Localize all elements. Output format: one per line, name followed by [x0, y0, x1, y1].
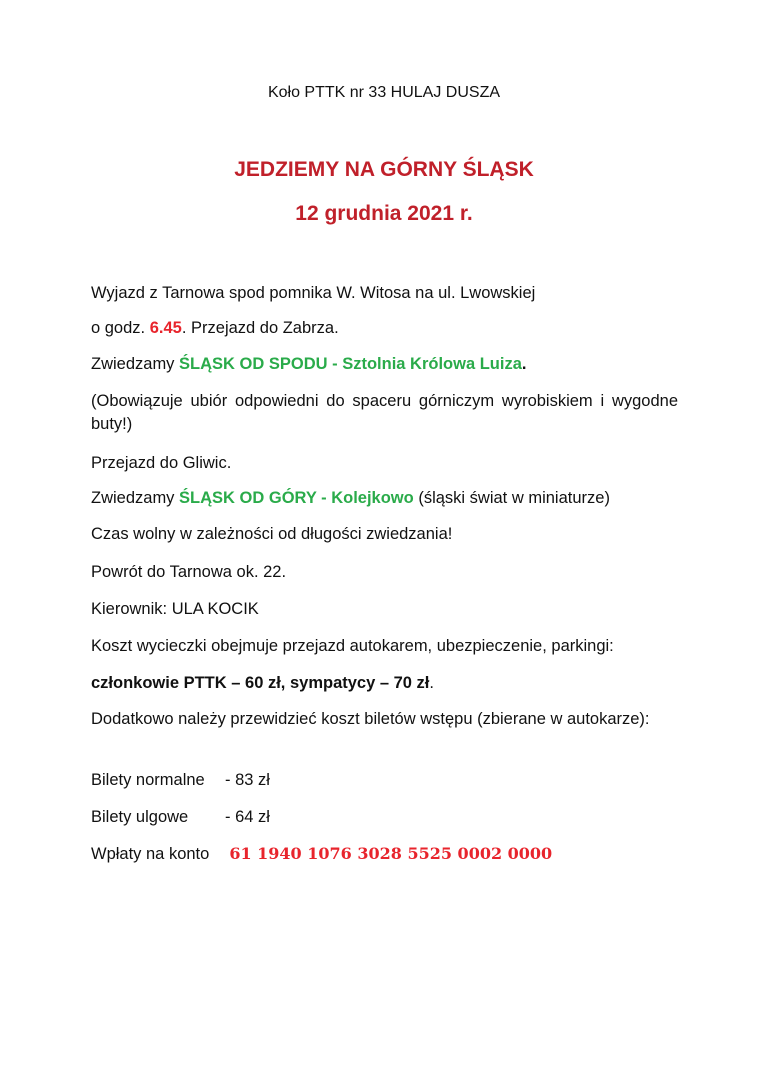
departure-time: 6.45: [149, 319, 182, 337]
visit-1-end: .: [521, 355, 527, 373]
visit-2-prefix: Zwiedzamy: [91, 489, 175, 507]
event-date: 12 grudnia 2021 r.: [295, 202, 473, 225]
visit-2-line: [91, 487, 678, 509]
ticket-reduced-line: [91, 806, 678, 828]
free-time-line: Czas wolny w zależności od długości zwiedzania!: [91, 525, 453, 543]
event-title: JEDZIEMY NA GÓRNY ŚLĄSK: [234, 158, 534, 181]
leader-line: Kierownik: ULA KOCIK: [91, 600, 259, 618]
visit-1-prefix: Zwiedzamy: [91, 355, 175, 373]
return-line: Powrót do Tarnowa ok. 22.: [91, 563, 287, 581]
ticket-normal-label: Bilety normalne: [91, 771, 205, 789]
account-number: 61 1940 1076 3028 5525 0002 0000: [229, 844, 553, 863]
member-prices: członkowie PTTK – 60 zł, sympatycy – 70 zł: [91, 674, 430, 692]
payment-label: Wpłaty na konto: [91, 845, 210, 863]
visit-1-line: [91, 353, 678, 375]
visit-2-name: ŚLĄSK OD GÓRY - Kolejkowo: [179, 489, 414, 507]
time-prefix: o godz.: [91, 319, 146, 337]
club-name: Koło PTTK nr 33 HULAJ DUSZA: [267, 84, 501, 101]
ticket-normal-price: - 83 zł: [225, 771, 270, 789]
ticket-normal-line: [91, 769, 678, 791]
attire-note: (Obowiązuje ubiór odpowiedni do spaceru górniczym wyrobiskiem i wygodne buty!): [91, 392, 678, 433]
visit-1-name: ŚLĄSK OD SPODU - Sztolnia Królowa Luiza: [179, 355, 522, 373]
cost-intro-line: Koszt wycieczki obejmuje przejazd autokarem, ubezpieczenie, parkingi:: [91, 637, 614, 655]
extra-cost-note: Dodatkowo należy przewidzieć koszt biletów wstępu (zbierane w autokarze):: [91, 710, 650, 728]
time-suffix: . Przejazd do Zabrza.: [181, 319, 339, 337]
ticket-reduced-price: - 64 zł: [225, 808, 270, 826]
ticket-reduced-label: Bilety ulgowe: [91, 808, 189, 826]
payment-line: [91, 843, 678, 865]
visit-2-note: (śląski świat w miniaturze): [418, 489, 610, 507]
price-line: [91, 672, 678, 694]
departure-line: Wyjazd z Tarnowa spod pomnika W. Witosa na ul. Lwowskiej: [91, 284, 536, 302]
price-end: .: [429, 674, 434, 692]
departure-time-line: [91, 317, 678, 339]
transfer-line: Przejazd do Gliwic.: [91, 454, 232, 472]
